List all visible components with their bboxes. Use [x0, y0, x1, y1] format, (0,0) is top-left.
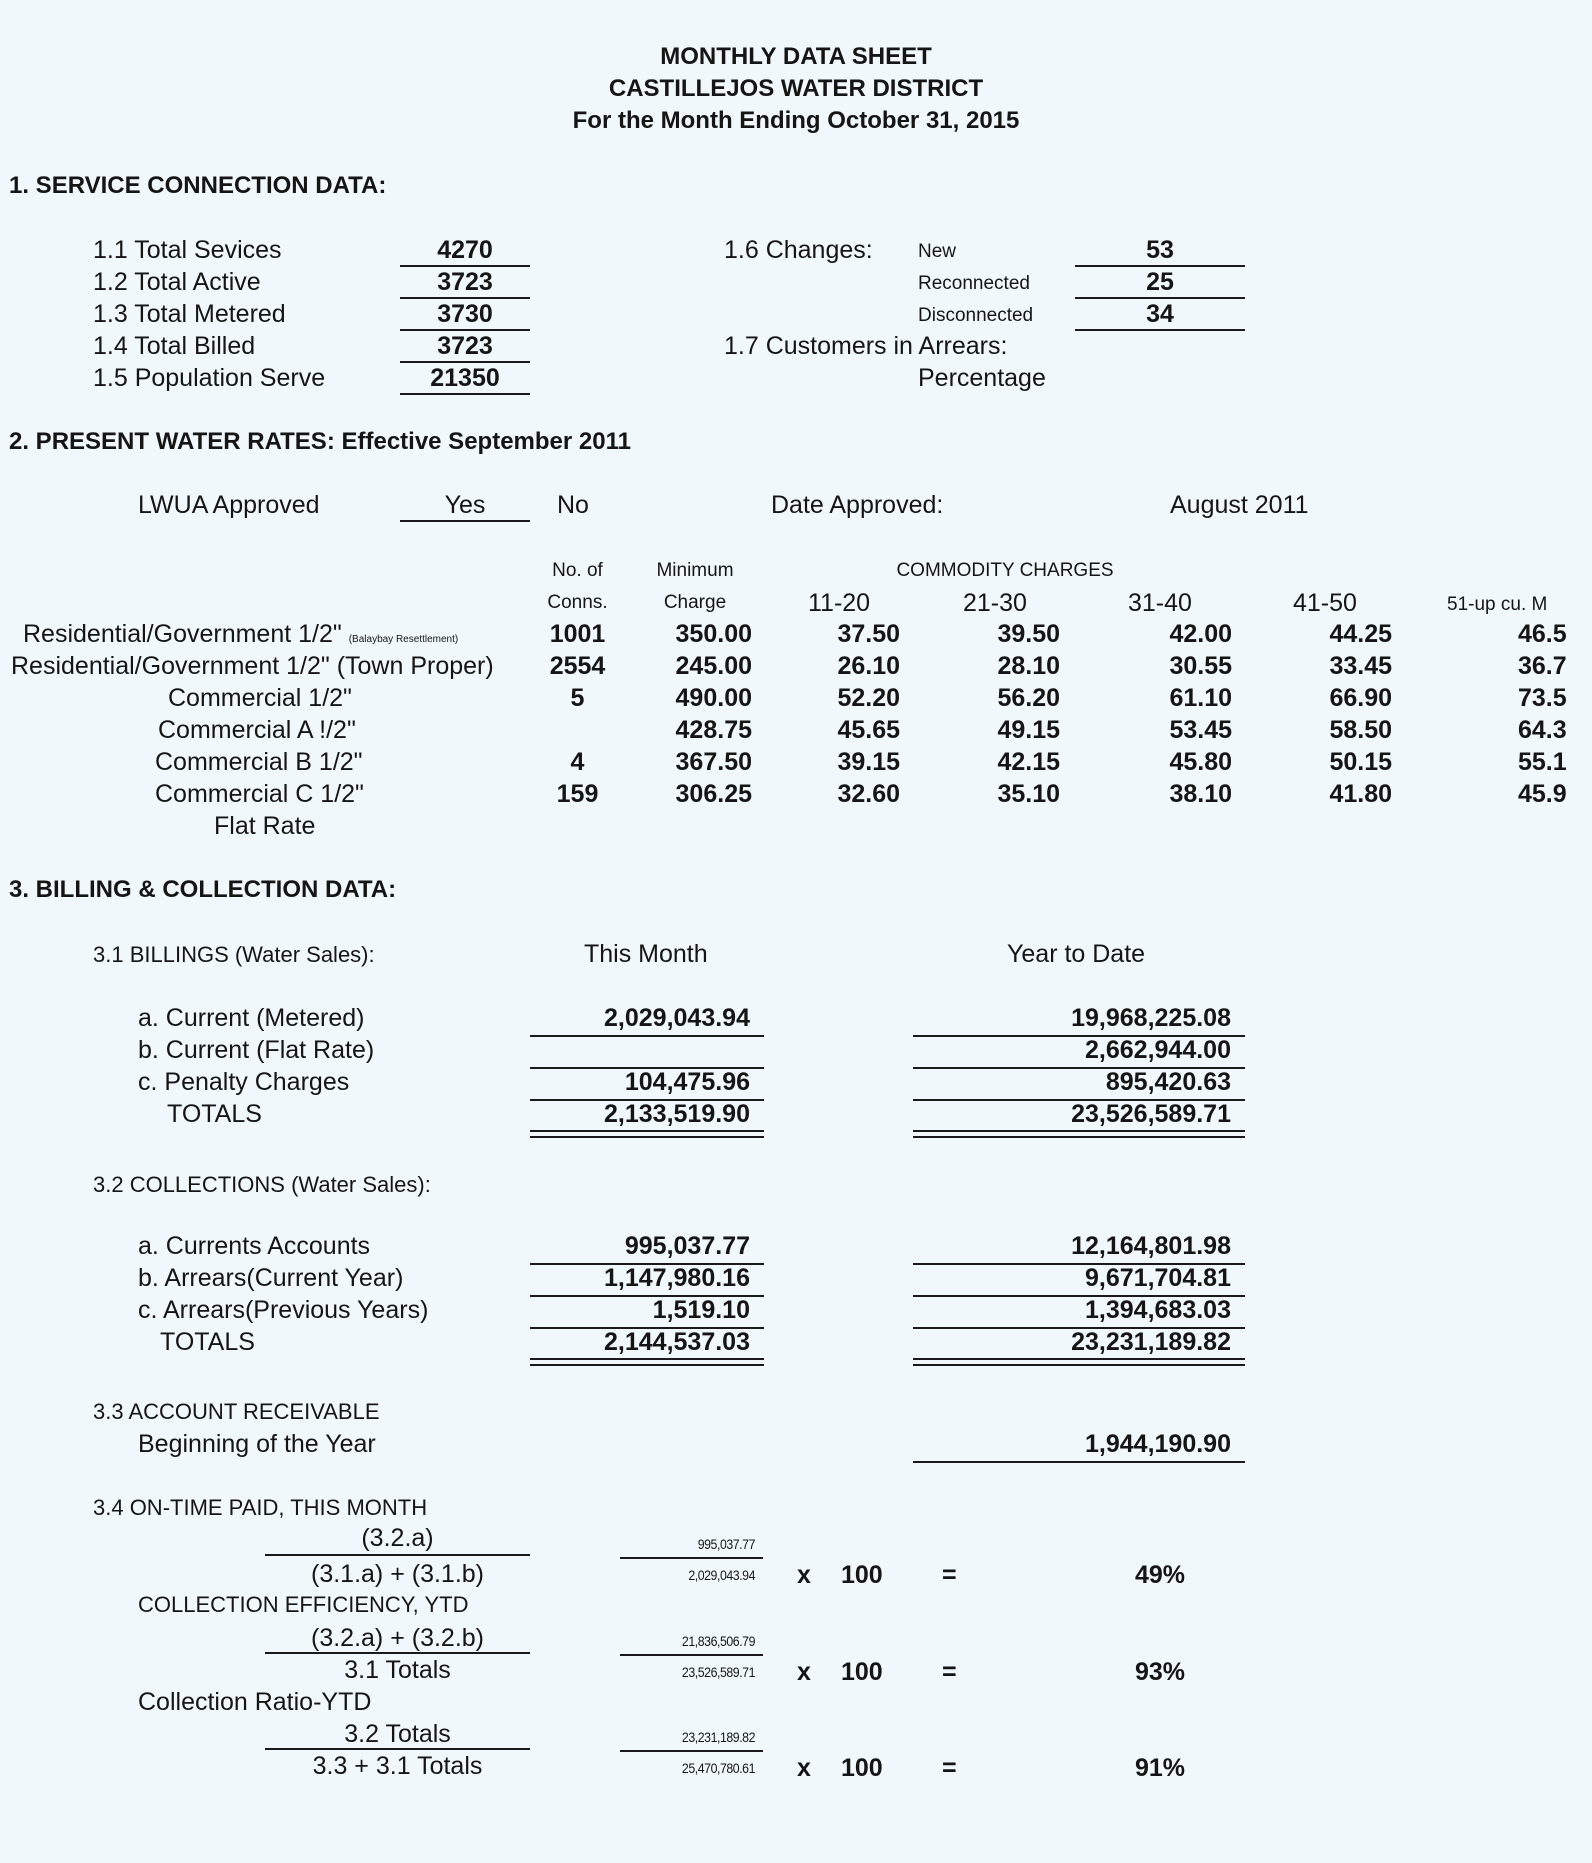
total-metered-value: 3730: [400, 300, 530, 331]
billing-penalty-label: c. Penalty Charges: [138, 1068, 350, 1096]
ratio3-hundred: 100: [841, 1754, 883, 1782]
ratio2-equals: =: [942, 1658, 957, 1686]
rate-min: 490.00: [675, 684, 752, 712]
rate-conns: 1001: [549, 620, 606, 648]
date-approved-label: Date Approved:: [771, 491, 944, 519]
ratio1-result: 49%: [1135, 1561, 1186, 1589]
rate-c4: 44.25: [1329, 620, 1392, 648]
collection-totals-label: TOTALS: [160, 1328, 255, 1356]
collection-month-value: 995,037.77: [624, 1232, 750, 1260]
rate-c3: 61.10: [1169, 684, 1232, 712]
rate-row-label: Commercial B 1/2": [155, 748, 363, 776]
ratio1-numerator-label: (3.2.a): [361, 1524, 434, 1552]
rate-row-label: Commercial A !/2": [158, 716, 356, 744]
section3-title: 3. BILLING & COLLECTION DATA:: [9, 876, 397, 903]
lwua-approved-label: LWUA Approved: [138, 491, 320, 519]
collection-ytd-value: 1,394,683.03: [1085, 1296, 1231, 1324]
disconnected-value: 34: [1075, 300, 1245, 331]
reconnected-label: Reconnected: [918, 273, 1030, 294]
reconnected-value: 25: [1075, 268, 1245, 299]
total-billed-label: 1.4 Total Billed: [93, 332, 256, 360]
rate-c2: 42.15: [997, 748, 1060, 776]
ratio3-result: 91%: [1135, 1754, 1186, 1782]
lwua-no: No: [557, 491, 589, 519]
rate-c2: 39.50: [997, 620, 1060, 648]
rate-c1: 37.50: [837, 620, 900, 648]
year-to-date-header: Year to Date: [1007, 940, 1146, 968]
rate-c4: 50.15: [1329, 748, 1392, 776]
billings-label: 3.1 BILLINGS (Water Sales):: [93, 942, 375, 967]
this-month-header: This Month: [584, 940, 708, 968]
band-21-30: 21-30: [963, 589, 1027, 617]
period-ending: For the Month Ending October 31, 2015: [572, 107, 1020, 134]
col-charge: Charge: [663, 592, 727, 613]
collection-month-total: 2,144,537.03: [604, 1328, 750, 1356]
rate-min: 350.00: [675, 620, 752, 648]
rate-c3: 45.80: [1169, 748, 1232, 776]
band-51-up: 51-up cu. M: [1447, 594, 1548, 615]
rate-min: 245.00: [675, 652, 752, 680]
total-metered-label: 1.3 Total Metered: [93, 300, 286, 328]
collection-arrears-current-label: b. Arrears(Current Year): [138, 1264, 404, 1292]
collection-arrears-previous-label: c. Arrears(Previous Years): [138, 1296, 429, 1324]
rate-c1: 45.65: [837, 716, 900, 744]
rate-c2: 49.15: [997, 716, 1060, 744]
ratio3-numerator-value: 23,231,189.82: [681, 1729, 755, 1745]
rate-c4: 66.90: [1329, 684, 1392, 712]
rate-conns: 4: [570, 748, 585, 776]
ratio1-denominator-value: 2,029,043.94: [688, 1567, 755, 1583]
rate-min: 306.25: [675, 780, 752, 808]
band-41-50: 41-50: [1293, 589, 1357, 617]
account-receivable-label: 3.3 ACCOUNT RECEIVABLE: [93, 1399, 380, 1424]
ratio1-numerator-value: 995,037.77: [697, 1536, 755, 1552]
commodity-charges-title: COMMODITY CHARGES: [896, 560, 1114, 581]
rate-c5: 64.3: [1518, 716, 1567, 744]
collection-ytd-value: 9,671,704.81: [1085, 1264, 1231, 1292]
col-minimum: Minimum: [656, 560, 734, 581]
rate-conns: 2554: [549, 652, 606, 680]
rate-c2: 56.20: [997, 684, 1060, 712]
col-conns: Conns.: [547, 592, 608, 613]
district-name: CASTILLEJOS WATER DISTRICT: [608, 75, 984, 102]
total-services-label: 1.1 Total Sevices: [93, 236, 282, 264]
billing-month-value: 104,475.96: [624, 1068, 750, 1096]
rate-c1: 39.15: [837, 748, 900, 776]
rate-c3: 38.10: [1169, 780, 1232, 808]
collection-month-value: 1,147,980.16: [604, 1264, 750, 1292]
billing-current-metered-label: a. Current (Metered): [138, 1004, 365, 1032]
rate-row-label: Commercial C 1/2": [155, 780, 364, 808]
rate-c5: 45.9: [1518, 780, 1567, 808]
section1-title: 1. SERVICE CONNECTION DATA:: [9, 172, 387, 199]
billing-current-flat-label: b. Current (Flat Rate): [138, 1036, 375, 1064]
rate-min: 428.75: [675, 716, 752, 744]
ratio2-numerator-value: 21,836,506.79: [681, 1633, 755, 1649]
rate-c3: 42.00: [1169, 620, 1232, 648]
rate-c3: 53.45: [1169, 716, 1232, 744]
rate-row-label: Residential/Government 1/2" (Balaybay Resettlement): [23, 620, 459, 648]
billing-ytd-value: 895,420.63: [1105, 1068, 1231, 1096]
rate-c5: 73.5: [1518, 684, 1567, 712]
rate-c3: 30.55: [1169, 652, 1232, 680]
changes-label: 1.6 Changes:: [724, 236, 873, 264]
total-billed-value: 3723: [400, 332, 530, 363]
rate-conns: 159: [556, 780, 599, 808]
collection-ytd-value: 12,164,801.98: [1071, 1232, 1231, 1260]
rate-c5: 46.5: [1518, 620, 1567, 648]
billing-ytd-value: 2,662,944.00: [1085, 1036, 1231, 1064]
new-label: New: [918, 241, 957, 262]
section2-title: 2. PRESENT WATER RATES: Effective September 2011: [9, 428, 631, 455]
billing-ytd-value: 19,968,225.08: [1071, 1004, 1231, 1032]
rate-row-label: Commercial 1/2": [168, 684, 352, 712]
total-active-value: 3723: [400, 268, 530, 299]
rate-c1: 26.10: [837, 652, 900, 680]
collection-ytd-total: 23,231,189.82: [1071, 1328, 1231, 1356]
ratio2-multiply: x: [797, 1658, 811, 1686]
ratio2-denominator-label: 3.1 Totals: [344, 1656, 451, 1684]
ratio1-denominator-label: (3.1.a) + (3.1.b): [311, 1560, 484, 1588]
rate-c2: 35.10: [997, 780, 1060, 808]
billing-month-total: 2,133,519.90: [604, 1100, 750, 1128]
ratio3-denominator-label: 3.3 + 3.1 Totals: [312, 1752, 483, 1780]
ratio3-multiply: x: [797, 1754, 811, 1782]
rate-c4: 33.45: [1329, 652, 1392, 680]
rate-c4: 41.80: [1329, 780, 1392, 808]
rate-conns: 5: [570, 684, 585, 712]
lwua-yes: Yes: [400, 491, 530, 522]
population-served-label: 1.5 Population Serve: [93, 364, 326, 392]
arrears-label: 1.7 Customers in Arrears:: [724, 332, 1008, 360]
ratio1-multiply: x: [797, 1561, 811, 1589]
percentage-label: Percentage: [918, 364, 1046, 392]
rate-row-label: Flat Rate: [214, 812, 316, 840]
rate-row-label: Residential/Government 1/2" (Town Proper): [11, 652, 494, 680]
rate-min: 367.50: [675, 748, 752, 776]
total-services-value: 4270: [400, 236, 530, 267]
rate-c4: 58.50: [1329, 716, 1392, 744]
col-no-of: No. of: [552, 560, 603, 581]
collection-ratio-title: Collection Ratio-YTD: [138, 1688, 372, 1716]
rate-row-note: (Balaybay Resettlement): [348, 634, 459, 645]
sheet-title: MONTHLY DATA SHEET: [660, 43, 932, 70]
ontime-paid-label: 3.4 ON-TIME PAID, THIS MONTH: [93, 1495, 428, 1520]
population-served-value: 21350: [400, 364, 530, 395]
account-receivable-value: 1,944,190.90: [1085, 1430, 1231, 1458]
collection-efficiency-title: COLLECTION EFFICIENCY, YTD: [138, 1592, 469, 1617]
ratio3-numerator-label: 3.2 Totals: [344, 1720, 451, 1748]
ratio2-numerator-label: (3.2.a) + (3.2.b): [311, 1624, 484, 1652]
rate-c5: 55.1: [1518, 748, 1567, 776]
ratio1-equals: =: [942, 1561, 957, 1589]
disconnected-label: Disconnected: [918, 305, 1034, 326]
ratio1-hundred: 100: [841, 1561, 883, 1589]
new-value: 53: [1075, 236, 1245, 267]
ratio2-result: 93%: [1135, 1658, 1186, 1686]
billing-month-value: 2,029,043.94: [604, 1004, 750, 1032]
beginning-of-year-label: Beginning of the Year: [138, 1430, 376, 1458]
billing-ytd-total: 23,526,589.71: [1071, 1100, 1231, 1128]
collection-month-value: 1,519.10: [652, 1296, 750, 1324]
total-active-label: 1.2 Total Active: [93, 268, 261, 296]
ratio2-hundred: 100: [841, 1658, 883, 1686]
band-31-40: 31-40: [1128, 589, 1192, 617]
collection-current-label: a. Currents Accounts: [138, 1232, 371, 1260]
band-11-20: 11-20: [808, 589, 871, 617]
ratio3-equals: =: [942, 1754, 957, 1782]
billing-totals-label: TOTALS: [167, 1100, 262, 1128]
ratio2-denominator-value: 23,526,589.71: [681, 1664, 755, 1680]
ratio3-denominator-value: 25,470,780.61: [681, 1760, 755, 1776]
rate-c1: 52.20: [837, 684, 900, 712]
rate-c2: 28.10: [997, 652, 1060, 680]
date-approved-value: August 2011: [1170, 491, 1309, 519]
rate-c5: 36.7: [1518, 652, 1567, 680]
collections-label: 3.2 COLLECTIONS (Water Sales):: [93, 1172, 431, 1197]
rate-c1: 32.60: [837, 780, 900, 808]
